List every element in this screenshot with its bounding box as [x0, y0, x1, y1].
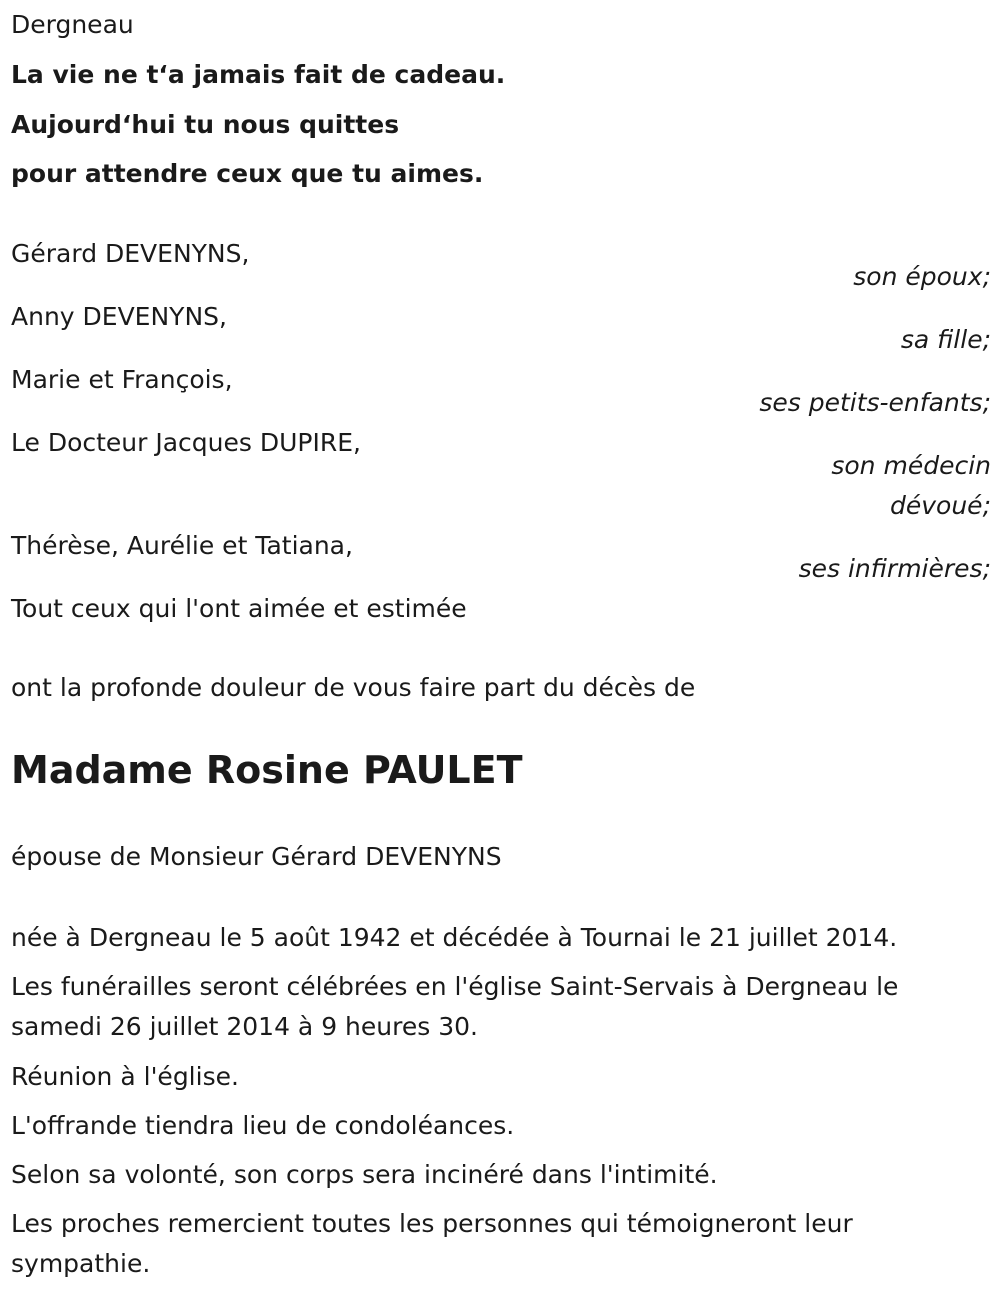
announcement: ont la profonde douleur de vous faire part du décès de [11, 673, 696, 702]
place-header: Dergneau [11, 10, 134, 39]
family-relation-4a: son médecin [831, 451, 991, 480]
family-relation-3: ses petits-enfants; [759, 388, 991, 417]
family-name-6: Tout ceux qui l'ont aimée et estimée [11, 594, 467, 623]
family-name-2: Anny DEVENYNS, [11, 302, 227, 331]
cremation-line: Selon sa volonté, son corps sera incinéré dans l'intimité. [11, 1160, 718, 1189]
birth-death-line: née à Dergneau le 5 août 1942 et décédée à Tournai le 21 juillet 2014. [11, 923, 898, 952]
spouse-line: épouse de Monsieur Gérard DEVENYNS [11, 842, 502, 871]
meeting-line: Réunion à l'église. [11, 1062, 239, 1091]
family-name-1: Gérard DEVENYNS, [11, 239, 250, 268]
thanks-line: Les proches remercient toutes les personnes qui témoigneront leur sympathie. [11, 1209, 853, 1278]
family-relation-2: sa fille; [900, 325, 991, 354]
family-relation-4b: dévoué; [890, 491, 991, 520]
family-relation-5: ses infirmières; [798, 554, 991, 583]
funeral-line: Les funérailles seront célébrées en l'église Saint-Servais à Dergneau le samedi 26 juillet 2014 à 9 heures 30. [11, 972, 899, 1041]
offering-line: L'offrande tiendra lieu de condoléances. [11, 1111, 515, 1140]
family-name-5: Thérèse, Aurélie et Tatiana, [11, 531, 353, 560]
poem-line-3: pour attendre ceux que tu aimes. [11, 159, 484, 188]
family-name-4: Le Docteur Jacques DUPIRE, [11, 428, 361, 457]
family-name-3: Marie et François, [11, 365, 233, 394]
deceased-name: Madame Rosine PAULET [11, 748, 523, 792]
family-relation-1: son époux; [853, 262, 991, 291]
poem-line-1: La vie ne t‘a jamais fait de cadeau. [11, 60, 506, 89]
poem-line-2: Aujourd‘hui tu nous quittes [11, 110, 400, 139]
